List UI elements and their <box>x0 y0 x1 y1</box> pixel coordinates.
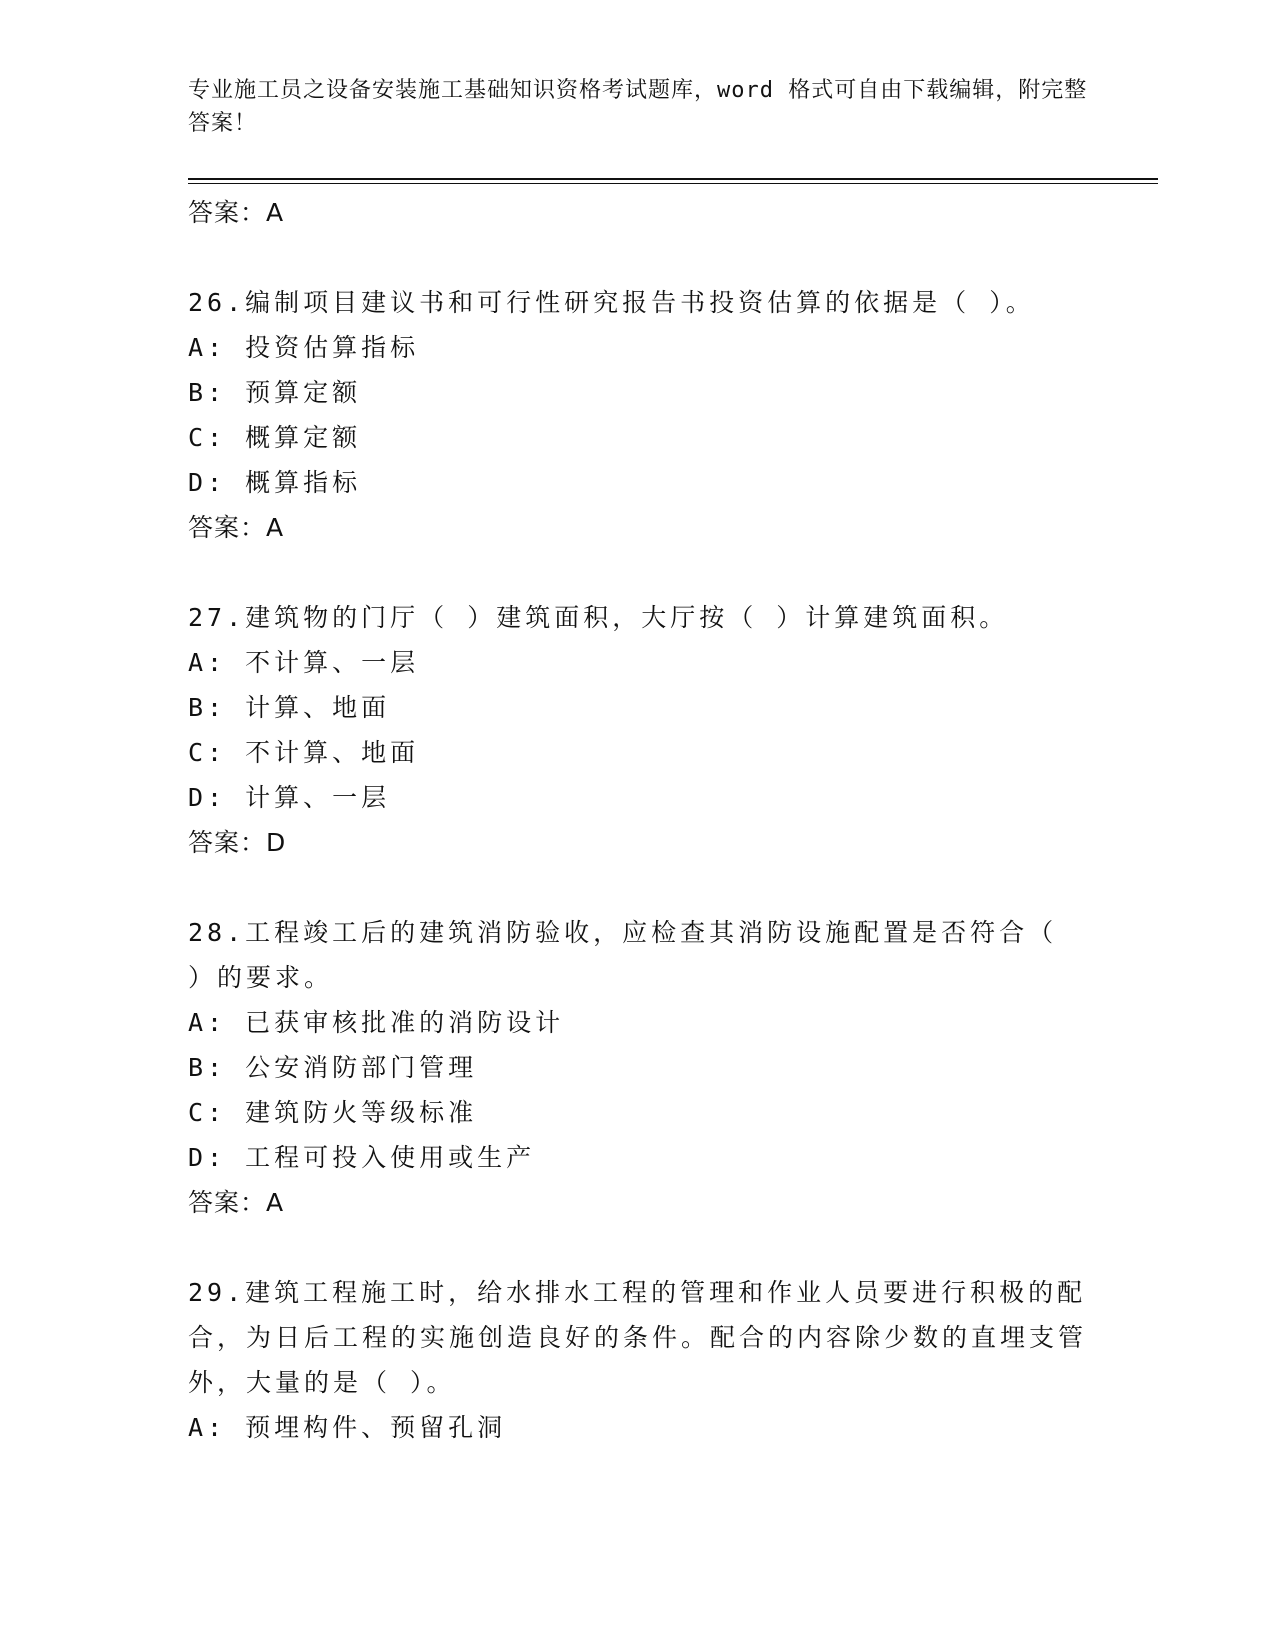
option-d: D: 工程可投入使用或生产 <box>188 1143 536 1172</box>
question-list <box>188 190 1088 1450</box>
option-c: C: 概算定额 <box>188 423 362 452</box>
header-rule-thick <box>188 178 1158 180</box>
option-a: A: 预埋构件、预留孔洞 <box>188 1413 507 1442</box>
question-block <box>188 595 1088 865</box>
spacer <box>188 1225 1088 1270</box>
answer-line: 答案：A <box>188 513 285 542</box>
option-d: D: 计算、一层 <box>188 783 391 812</box>
answer-line: 答案：A <box>188 198 285 227</box>
question-stem: 26.编制项目建议书和可行性研究报告书投资估算的依据是（ ）。 <box>188 288 1035 317</box>
answer-line: 答案：D <box>188 828 287 857</box>
question-block <box>188 280 1088 550</box>
document-header: 专业施工员之设备安装施工基础知识资格考试题库，word 格式可自由下载编辑，附完整答案！ <box>188 78 1088 136</box>
spacer <box>188 550 1088 595</box>
question-block <box>188 910 1088 1225</box>
option-c: C: 不计算、地面 <box>188 738 420 767</box>
spacer <box>188 235 1088 280</box>
option-b: B: 计算、地面 <box>188 693 391 722</box>
option-b: B: 预算定额 <box>188 378 362 407</box>
header-rule-thin <box>188 183 1158 184</box>
answer-line: 答案：A <box>188 1188 285 1217</box>
option-b: B: 公安消防部门管理 <box>188 1053 478 1082</box>
question-stem: 28.工程竣工后的建筑消防验收，应检查其消防设施配置是否符合（ ）的要求。 <box>188 918 1077 992</box>
question-block <box>188 1270 1088 1450</box>
spacer <box>188 865 1088 910</box>
question-stem: 29.建筑工程施工时，给水排水工程的管理和作业人员要进行积极的配合，为日后工程的实施创造良好的条件。配合的内容除少数的直埋支管外，大量的是（ ）。 <box>188 1278 1088 1397</box>
question-stem: 27.建筑物的门厅（ ）建筑面积，大厅按（ ）计算建筑面积。 <box>188 603 1009 632</box>
option-a: A: 已获审核批准的消防设计 <box>188 1008 565 1037</box>
option-c: C: 建筑防火等级标准 <box>188 1098 478 1127</box>
option-d: D: 概算指标 <box>188 468 362 497</box>
option-a: A: 投资估算指标 <box>188 333 420 362</box>
option-a: A: 不计算、一层 <box>188 648 420 677</box>
